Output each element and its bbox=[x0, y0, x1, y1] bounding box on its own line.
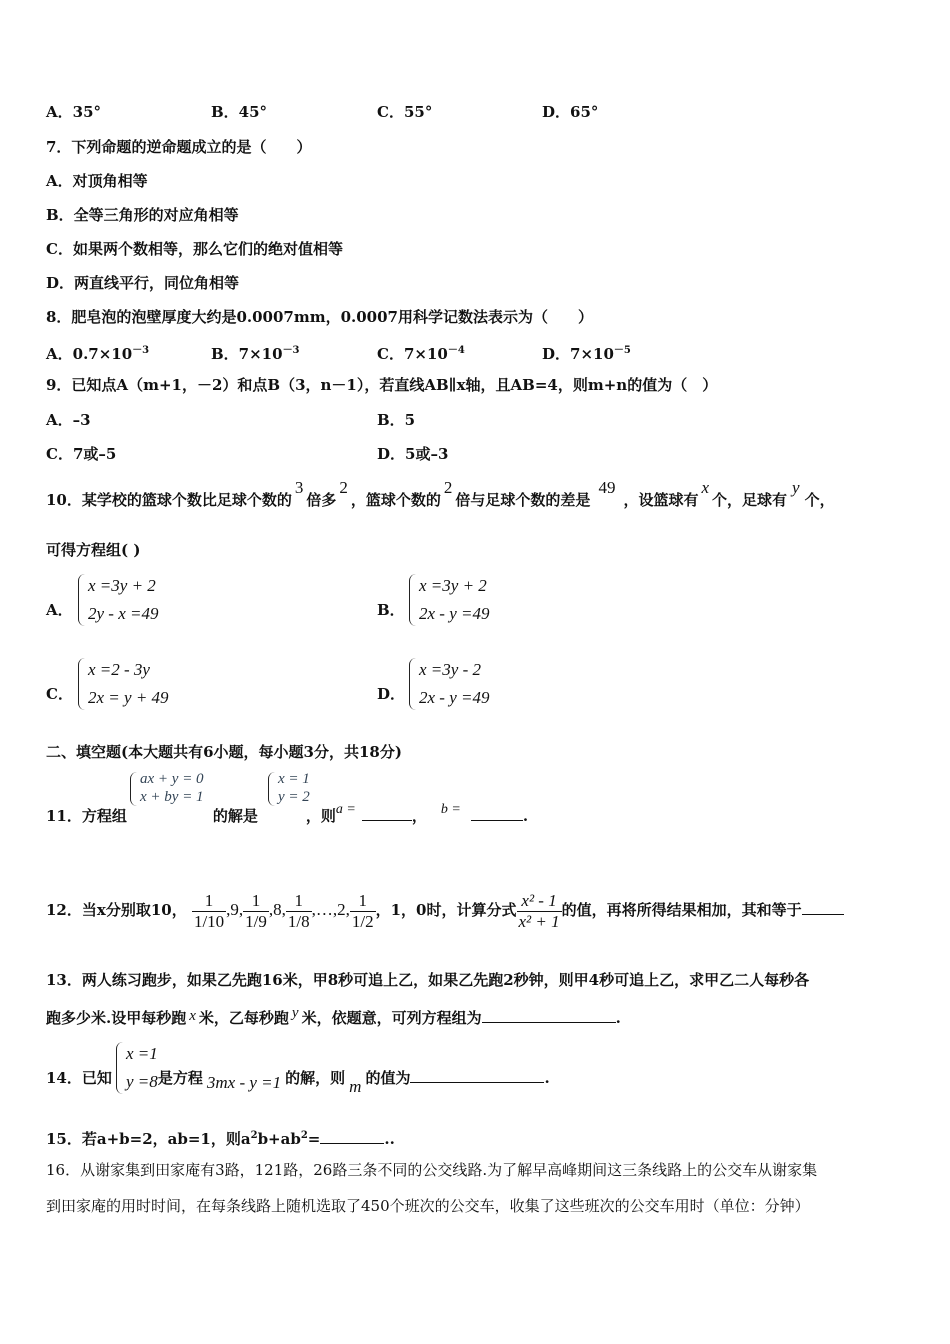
q10-option-c-label: C． bbox=[46, 685, 73, 703]
q11-system-1: ax + y = 0 x + by = 1 bbox=[130, 770, 204, 806]
q16-line2: 到田家庵的用时时间，在每条线路上随机选取了450个班次的公交车，收集了这些班次的公交车用时（单位：分钟） bbox=[46, 1197, 810, 1215]
answer-blank[interactable] bbox=[802, 900, 844, 915]
fraction: $\frac{\text{x² - 1}}{\text{x² + 1}}$ bbox=[518, 890, 560, 931]
q9-option-d: D．5或–3 bbox=[377, 445, 449, 463]
q9-stem: 9．已知点A（m+1，－2）和点B（3，n－1），若直线AB∥x轴，且AB=4，则m+n的值为（ ） bbox=[46, 376, 718, 394]
q10-option-a-system: x =3y + 2 2y - x =49 bbox=[78, 572, 158, 628]
q10-option-b-system: x =3y + 2 2x - y =49 bbox=[409, 572, 489, 628]
q8-option-d: D．$7\times 10^{-5}$ bbox=[542, 345, 631, 363]
q8-option-c: C．$7\times 10^{-4}$ bbox=[377, 345, 465, 363]
q6-option-b: B．45° bbox=[211, 103, 268, 121]
q7-stem: 7．下列命题的逆命题成立的是（ ） bbox=[46, 138, 312, 156]
q8-stem: 8．肥皂泡的泡壁厚度大约是0.0007mm，0.0007用科学记数法表示为（ ） bbox=[46, 308, 593, 326]
answer-blank[interactable] bbox=[320, 1129, 384, 1144]
q10-option-d-label: D． bbox=[377, 685, 406, 703]
q13-line2: 跑多少米.设甲每秒跑 x 米，乙每秒跑 y 米，依题意，可列方程组为 . bbox=[46, 1005, 621, 1027]
q11-system-2: x = 1 y = 2 bbox=[268, 770, 310, 806]
q8-option-a: A．$0.7\times 10^{-3}$ bbox=[46, 345, 150, 363]
q6-option-c: C．55° bbox=[377, 103, 433, 121]
q14-system: x =1 y =8 bbox=[116, 1040, 158, 1096]
q9-option-c: C．7或–5 bbox=[46, 445, 117, 463]
q10-option-c-system: x =2 - 3y 2x = y + 49 bbox=[78, 656, 169, 712]
q14-stem: 14．已知 是方程 3mx - y =1 的解，则 m 的值为 . bbox=[46, 1069, 550, 1096]
brace-icon bbox=[409, 658, 416, 710]
q16-line1: 16．从谢家集到田家庵有3路，121路，26路三条不同的公交线路.为了解早高峰期间这三条线路上的公交车从谢家集 bbox=[46, 1161, 818, 1179]
brace-icon bbox=[130, 772, 137, 806]
q8-option-b: B．$7\times 10^{-3}$ bbox=[211, 345, 300, 363]
section-heading: 二、填空题(本大题共有6小题，每小题3分，共18分) bbox=[46, 743, 402, 761]
fraction: $\frac{1}{1/10}$ bbox=[193, 890, 225, 931]
q6-option-d: D．65° bbox=[542, 103, 599, 121]
q10-option-d-system: x =3y - 2 2x - y =49 bbox=[409, 656, 489, 712]
q10-option-a-label: A． bbox=[46, 601, 73, 619]
q9-option-a: A．–3 bbox=[46, 411, 91, 429]
brace-icon bbox=[78, 574, 85, 626]
fraction: $\frac{1}{1/2}$ bbox=[351, 890, 374, 931]
q7-option-c: C．如果两个数相等，那么它们的绝对值相等 bbox=[46, 240, 343, 258]
q7-option-b: B．全等三角形的对应角相等 bbox=[46, 206, 239, 224]
answer-blank[interactable] bbox=[482, 1008, 616, 1023]
q10-stem: 10．某学校的篮球个数比足球个数的3倍多2，篮球个数的2倍与足球个数的差是49，设篮球有x个，足球有y个， bbox=[46, 478, 835, 509]
q12-stem: 12．当x分别取10， $\frac{1}{1/10}$ ,9, $\frac{1}{1/9}$ ,8, $\frac{1}{1/8}$ ,…,2, $\frac{1}{1/2}$ ，1，0时，计算分式 $\frac{\text{x² - 1}}{\text{x² + 1}}$ 的值，再将所得结果相加，其和等于 bbox=[46, 890, 844, 932]
brace-icon bbox=[409, 574, 416, 626]
answer-blank[interactable] bbox=[362, 806, 412, 821]
q6-option-a: A．35° bbox=[46, 103, 102, 121]
answer-blank[interactable] bbox=[410, 1068, 544, 1083]
fraction: $\frac{1}{1/9}$ bbox=[245, 890, 267, 931]
q10-option-b-label: B． bbox=[377, 601, 405, 619]
q15-stem: 15．若a+b=2，ab=1，则$a^2b+ab^2=$ .. bbox=[46, 1130, 395, 1148]
q7-option-d: D．两直线平行，同位角相等 bbox=[46, 274, 240, 292]
q13-line1: 13．两人练习跑步，如果乙先跑16米，甲8秒可追上乙，如果乙先跑2秒钟，则甲4秒可追上乙，求甲乙二人每秒各 bbox=[46, 971, 810, 989]
q7-option-a: A．对顶角相等 bbox=[46, 172, 148, 190]
answer-blank[interactable] bbox=[471, 806, 523, 821]
q9-option-b: B．5 bbox=[377, 411, 416, 429]
q11-stem: 11．方程组 的解是 ，则a = ， b = . bbox=[46, 802, 529, 825]
brace-icon bbox=[268, 772, 275, 806]
fraction: $\frac{1}{1/8}$ bbox=[287, 890, 310, 931]
brace-icon bbox=[78, 658, 85, 710]
q10-stem-line2: 可得方程组( ) bbox=[46, 541, 141, 559]
